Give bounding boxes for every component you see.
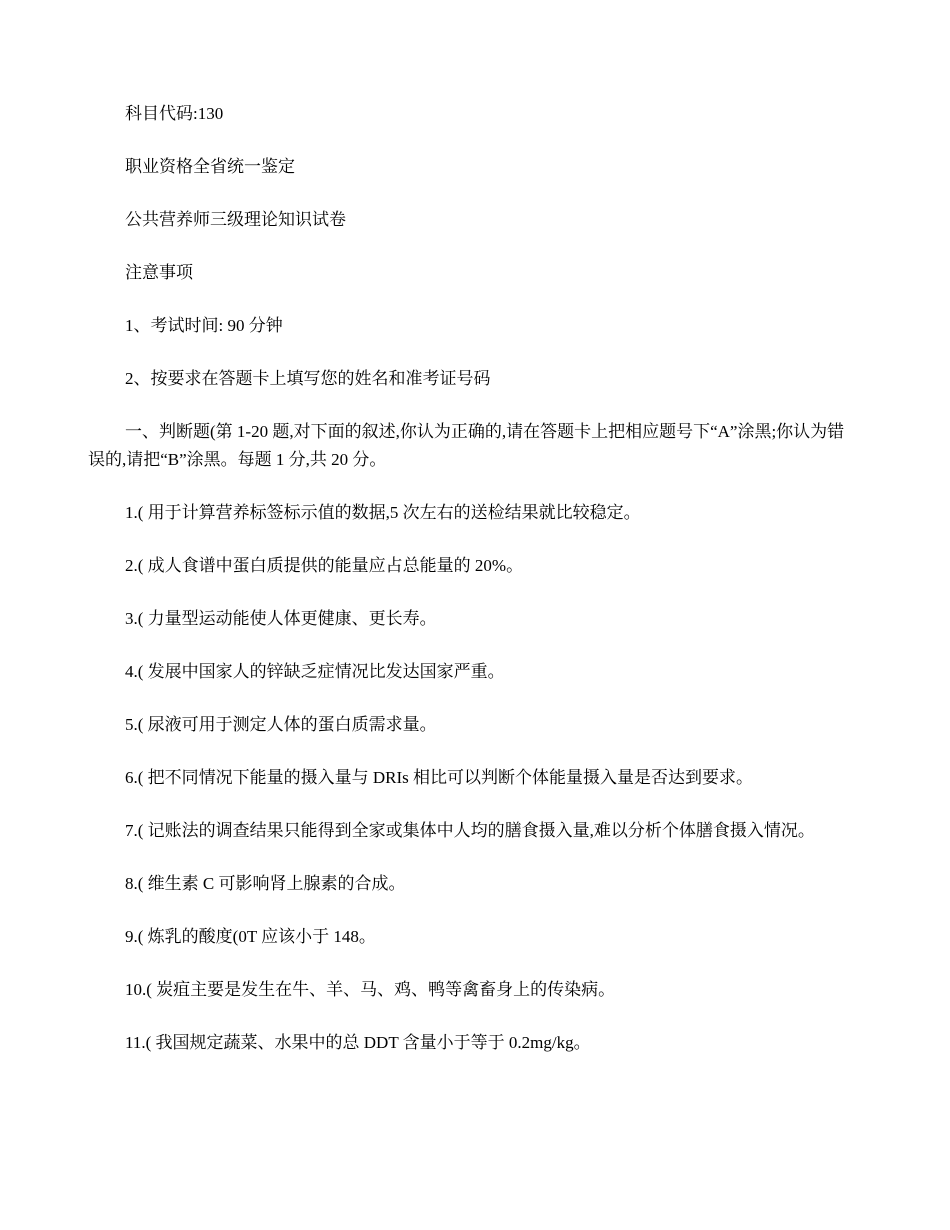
exam-title: 公共营养师三级理论知识试卷	[125, 210, 346, 229]
question-item: 4.( 发展中国家人的锌缺乏症情况比发达国家严重。	[125, 662, 505, 681]
question-item: 9.( 炼乳的酸度(0T 应该小于 148。	[125, 927, 376, 946]
question-item: 8.( 维生素 C 可影响肾上腺素的合成。	[125, 874, 406, 893]
question-item: 10.( 炭疽主要是发生在牛、羊、马、鸡、鸭等禽畜身上的传染病。	[125, 980, 616, 999]
org-line: 职业资格全省统一鉴定	[125, 157, 295, 176]
exam-header	[88, 100, 858, 234]
note-item: 2、按要求在答题卡上填写您的姓名和准考证号码	[125, 369, 491, 388]
question-item: 5.( 尿液可用于测定人体的蛋白质需求量。	[125, 715, 437, 734]
true-false-section	[88, 418, 858, 1057]
subject-code: 科目代码:130	[125, 104, 224, 123]
note-item: 1、考试时间: 90 分钟	[125, 316, 283, 335]
question-item: 6.( 把不同情况下能量的摄入量与 DRIs 相比可以判断个体能量摄入量是否达到要求。	[125, 768, 754, 787]
notes-section	[88, 259, 858, 393]
notes-heading: 注意事项	[125, 263, 193, 282]
question-item: 1.( 用于计算营养标签标示值的数据,5 次左右的送检结果就比较稳定。	[125, 503, 641, 522]
question-item: 11.( 我国规定蔬菜、水果中的总 DDT 含量小于等于 0.2mg/kg。	[125, 1033, 591, 1052]
question-item: 7.( 记账法的调查结果只能得到全家或集体中人均的膳食摄入量,难以分析个体膳食摄入情况。	[125, 821, 815, 840]
section-instruction: 一、判断题(第 1-20 题,对下面的叙述,你认为正确的,请在答题卡上把相应题号下“A”涂黑;你认为错误的,请把“B”涂黑。每题 1 分,共 20 分。	[88, 422, 845, 469]
question-item: 3.( 力量型运动能使人体更健康、更长寿。	[125, 609, 437, 628]
question-item: 2.( 成人食谱中蛋白质提供的能量应占总能量的 20%。	[125, 556, 524, 575]
